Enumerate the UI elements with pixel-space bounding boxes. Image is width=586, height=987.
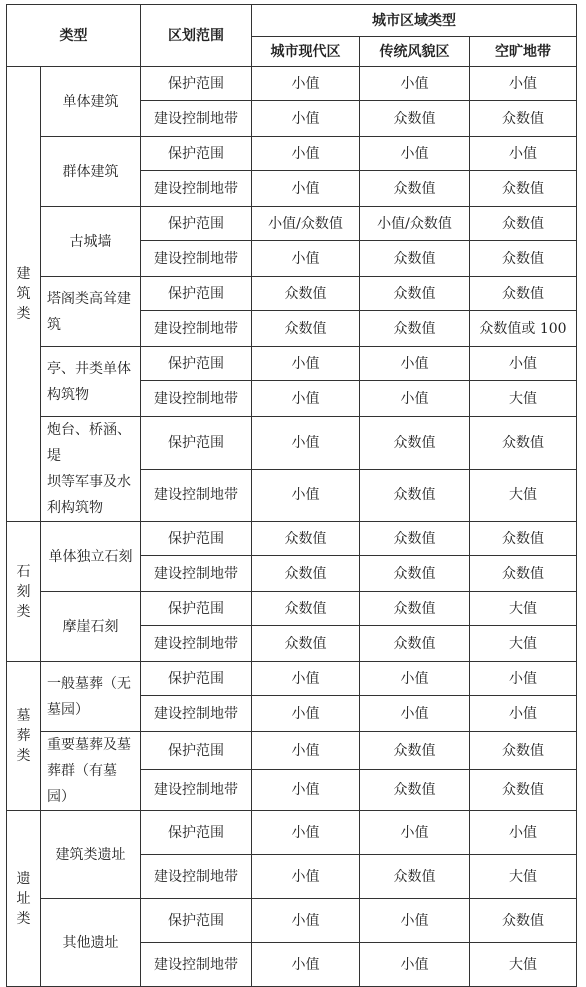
subcategory-label [41, 732, 141, 811]
subcategory-line: 亭、井类单体 [47, 360, 131, 377]
zone-protect-cell: 保护范围 [141, 347, 252, 381]
subcategory-label [41, 899, 141, 987]
value-cell: 小值 [252, 137, 360, 171]
value-cell: 小值 [360, 381, 470, 417]
subcategory-label [41, 137, 141, 207]
table-row [7, 732, 577, 770]
value-cell: 大值 [470, 626, 577, 662]
value-cell: 小值 [252, 347, 360, 381]
header-col-modern: 城市现代区 [252, 37, 360, 67]
zone-protect-cell: 保护范围 [141, 137, 252, 171]
value-cell: 小值 [252, 469, 360, 522]
zone-control-cell: 建设控制地带 [141, 696, 252, 732]
group-label-char: 遗 [16, 870, 31, 887]
value-cell: 小值 [252, 381, 360, 417]
value-cell: 大值 [470, 855, 577, 899]
value-cell: 众数值 [470, 522, 577, 556]
zone-control-cell: 建设控制地带 [141, 171, 252, 207]
group-label-char: 石 [16, 563, 31, 580]
value-cell: 小值 [360, 347, 470, 381]
zone-protect-cell: 保护范围 [141, 67, 252, 101]
value-cell: 众数值 [360, 556, 470, 592]
value-cell: 小值 [470, 67, 577, 101]
group-label-char: 类 [16, 603, 31, 620]
subcategory-label [41, 522, 141, 592]
group-label-char: 址 [16, 890, 31, 907]
table-body [7, 5, 577, 987]
zone-control-cell: 建设控制地带 [141, 101, 252, 137]
value-cell: 众数值 [470, 732, 577, 770]
group-tomb-label [7, 662, 41, 811]
value-cell: 众数值 [470, 171, 577, 207]
value-cell: 众数值 [360, 101, 470, 137]
value-cell: 小值 [252, 171, 360, 207]
value-cell: 大值 [470, 943, 577, 987]
value-cell: 小值 [360, 899, 470, 943]
zone-control-cell: 建设控制地带 [141, 469, 252, 522]
subcategory-line: 墓园） [47, 701, 89, 718]
value-cell: 小值 [360, 943, 470, 987]
value-cell: 众数值 [470, 207, 577, 241]
value-cell: 小值 [360, 811, 470, 855]
value-cell: 小值 [252, 943, 360, 987]
value-cell: 小值 [470, 811, 577, 855]
group-label-char: 类 [16, 748, 31, 764]
value-cell: 小值 [252, 696, 360, 732]
table-row [7, 417, 577, 470]
value-cell: 小值 [252, 732, 360, 770]
zone-control-cell: 建设控制地带 [141, 311, 252, 347]
group-label-char: 类 [16, 910, 31, 927]
value-cell: 众数值 [470, 770, 577, 811]
subcategory-line: 重要墓葬及墓 [47, 737, 131, 753]
group-building-label [7, 67, 41, 522]
subcategory-line: 炮台、桥涵、堤 [47, 422, 131, 464]
value-cell: 众数值 [360, 732, 470, 770]
value-cell: 众数值 [360, 171, 470, 207]
table-row [7, 811, 577, 855]
header-col-open: 空旷地带 [470, 37, 577, 67]
zone-control-cell: 建设控制地带 [141, 770, 252, 811]
value-cell: 小值 [470, 662, 577, 696]
subcategory-line: 古城墙 [69, 233, 112, 250]
group-site-label [7, 811, 41, 987]
group-label-char: 刻 [16, 583, 31, 600]
value-cell: 众数值 [360, 770, 470, 811]
classification-table [6, 4, 577, 987]
subcategory-line: 单体独立石刻 [48, 548, 133, 565]
subcategory-line: 塔阁类高耸建 [47, 290, 131, 307]
table-row [7, 522, 577, 556]
subcategory-line: 坝等军事及水 [47, 474, 131, 490]
zone-protect-cell: 保护范围 [141, 277, 252, 311]
value-cell: 众数值 [252, 522, 360, 556]
header-zone: 区划范围 [141, 5, 252, 67]
subcategory-label [41, 662, 141, 732]
value-cell: 众数值 [470, 899, 577, 943]
table-row [7, 277, 577, 311]
table-row [7, 137, 577, 171]
value-cell: 小值 [252, 67, 360, 101]
group-label-char: 墓 [16, 708, 31, 724]
subcategory-line: 单体建筑 [62, 93, 119, 110]
value-cell: 众数值 [252, 311, 360, 347]
value-cell: 小值 [360, 67, 470, 101]
value-cell: 众数值 [252, 556, 360, 592]
value-cell: 众数值 [470, 556, 577, 592]
value-cell: 众数值 [360, 417, 470, 470]
subcategory-label [41, 277, 141, 347]
zone-control-cell: 建设控制地带 [141, 241, 252, 277]
zone-control-cell: 建设控制地带 [141, 381, 252, 417]
value-cell: 大值 [470, 469, 577, 522]
zone-control-cell: 建设控制地带 [141, 626, 252, 662]
subcategory-label [41, 592, 141, 662]
table-row [7, 347, 577, 381]
value-cell: 小值 [252, 899, 360, 943]
value-cell: 小值 [252, 101, 360, 137]
value-cell: 小值 [360, 137, 470, 171]
group-label-char: 类 [16, 306, 31, 322]
table-row [7, 67, 577, 101]
subcategory-line: 一般墓葬（无 [47, 675, 131, 692]
value-cell: 众数值 [470, 277, 577, 311]
subcategory-line: 葬群（有墓园） [47, 763, 117, 805]
subcategory-label [41, 347, 141, 417]
group-stone-label [7, 522, 41, 662]
value-cell: 众数值 [360, 626, 470, 662]
subcategory-label [41, 207, 141, 277]
header-type: 类型 [7, 5, 141, 67]
value-cell: 小值 [360, 662, 470, 696]
table-row [7, 207, 577, 241]
group-label-char: 筑 [16, 286, 31, 302]
value-cell: 众数值 [360, 855, 470, 899]
group-label-char: 建 [16, 266, 31, 282]
value-cell: 众数值 [360, 522, 470, 556]
value-cell: 众数值 [252, 592, 360, 626]
value-cell: 众数值 [470, 101, 577, 137]
value-cell: 小值 [252, 417, 360, 470]
value-cell: 大值 [470, 381, 577, 417]
subcategory-label [41, 67, 141, 137]
group-label-char: 葬 [16, 728, 31, 744]
value-cell: 众数值 [470, 241, 577, 277]
value-cell: 小值 [470, 696, 577, 732]
value-cell: 众数值 [360, 469, 470, 522]
header-col-traditional: 传统风貌区 [360, 37, 470, 67]
value-cell: 小值 [252, 811, 360, 855]
value-cell: 小值 [252, 770, 360, 811]
table-row [7, 662, 577, 696]
zone-protect-cell: 保护范围 [141, 662, 252, 696]
zone-protect-cell: 保护范围 [141, 417, 252, 470]
zone-protect-cell: 保护范围 [141, 732, 252, 770]
subcategory-label [41, 811, 141, 899]
value-cell: 众数值 [360, 277, 470, 311]
subcategory-line: 利构筑物 [47, 500, 103, 516]
value-cell: 众数值 [360, 311, 470, 347]
header-row-1 [7, 5, 577, 37]
value-cell: 小值 [252, 662, 360, 696]
zone-protect-cell: 保护范围 [141, 899, 252, 943]
value-cell: 小值/众数值 [252, 207, 360, 241]
subcategory-line: 建筑类遗址 [55, 846, 126, 863]
value-cell: 众数值 [252, 277, 360, 311]
value-cell: 众数值或 100 [470, 311, 577, 347]
value-cell: 小值 [470, 347, 577, 381]
subcategory-label [41, 417, 141, 522]
value-cell: 大值 [470, 592, 577, 626]
value-cell: 众数值 [470, 417, 577, 470]
value-cell: 小值 [252, 241, 360, 277]
subcategory-line: 其他遗址 [62, 934, 119, 951]
value-cell: 众数值 [360, 241, 470, 277]
table-row [7, 899, 577, 943]
zone-control-cell: 建设控制地带 [141, 855, 252, 899]
header-urban-group: 城市区域类型 [252, 5, 577, 37]
table-row [7, 592, 577, 626]
zone-protect-cell: 保护范围 [141, 811, 252, 855]
value-cell: 众数值 [252, 626, 360, 662]
subcategory-line: 筑 [47, 316, 61, 333]
zone-protect-cell: 保护范围 [141, 207, 252, 241]
value-cell: 小值 [360, 696, 470, 732]
zone-protect-cell: 保护范围 [141, 522, 252, 556]
subcategory-line: 构筑物 [47, 386, 89, 403]
zone-control-cell: 建设控制地带 [141, 556, 252, 592]
zone-control-cell: 建设控制地带 [141, 943, 252, 987]
value-cell: 小值 [470, 137, 577, 171]
value-cell: 众数值 [360, 592, 470, 626]
value-cell: 小值 [252, 855, 360, 899]
value-cell: 小值/众数值 [360, 207, 470, 241]
subcategory-line: 群体建筑 [62, 163, 119, 180]
classification-table-wrapper [6, 4, 577, 987]
subcategory-line: 摩崖石刻 [62, 618, 119, 635]
zone-protect-cell: 保护范围 [141, 592, 252, 626]
